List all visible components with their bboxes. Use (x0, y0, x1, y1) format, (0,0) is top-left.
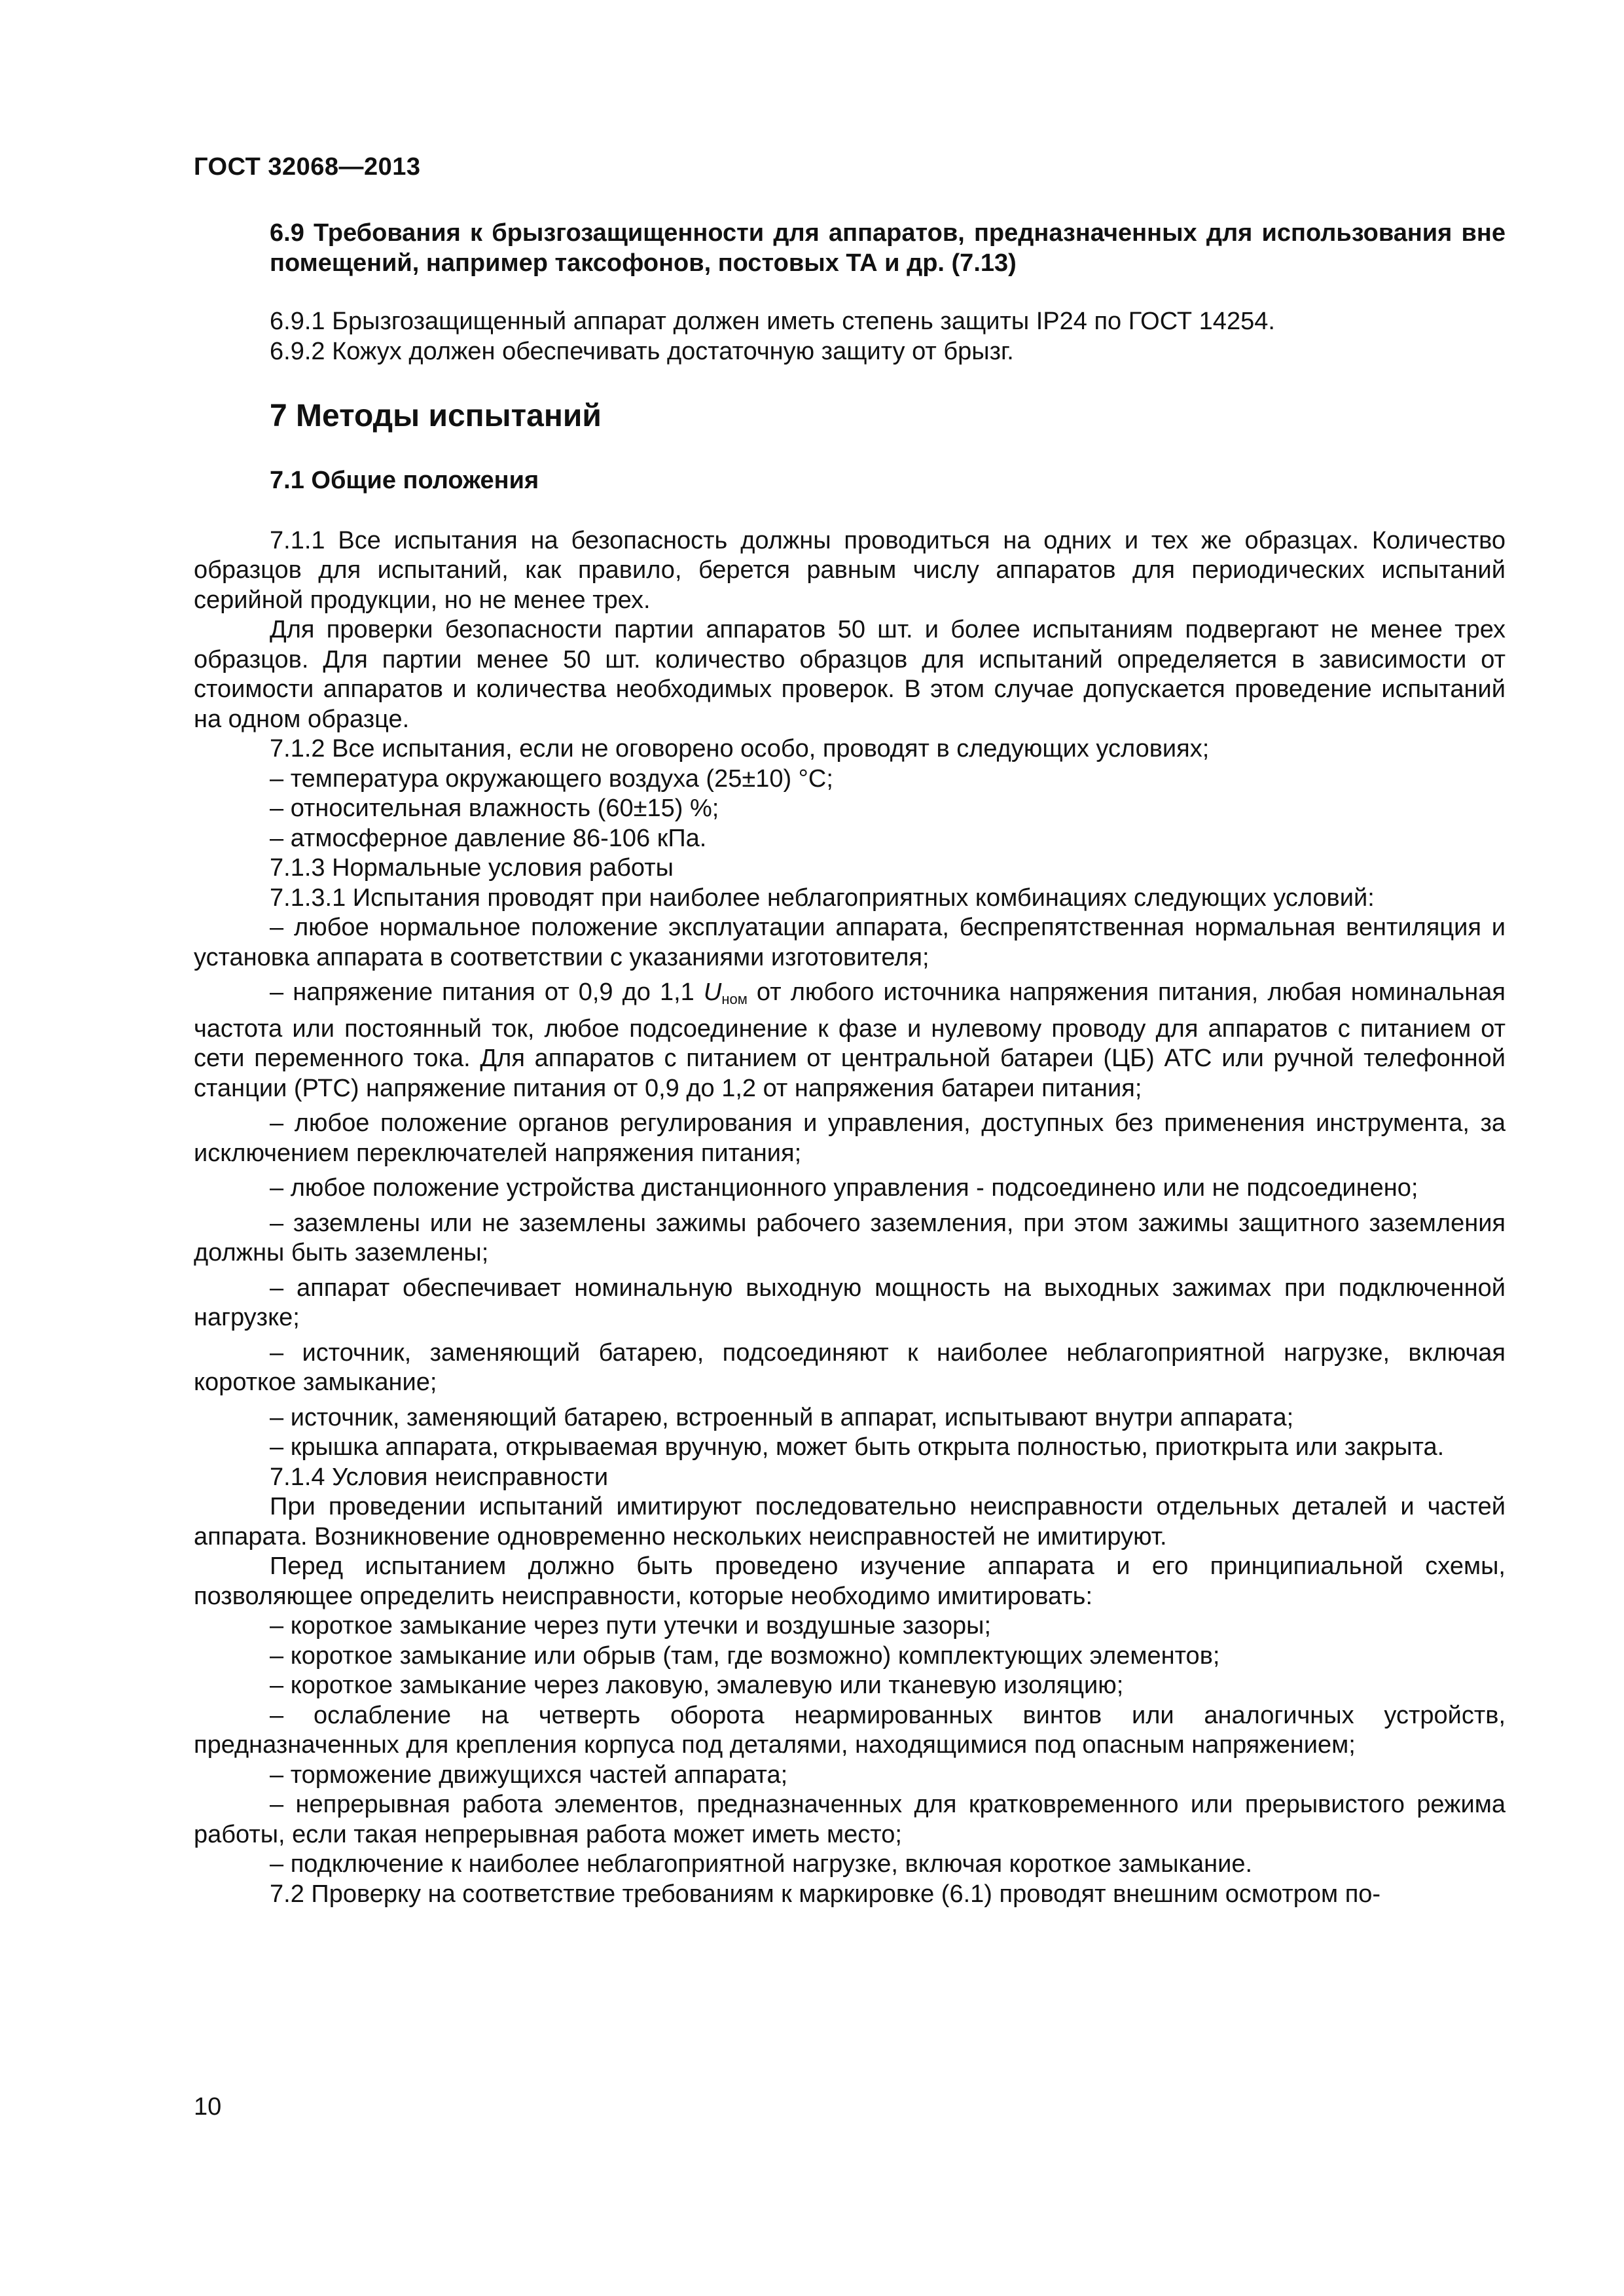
list-item: – любое положение устройства дистанционного управления - подсоединено или не подсоединено; (270, 1174, 1418, 1202)
list-item: – любое положение органов регулирования и управления, доступных без применения инструмента, за исключением переключателей напряжения питания; (194, 1109, 1506, 1167)
list-item: – крышка аппарата, открываемая вручную, может быть открыта полностью, приоткрыта или закрыта. (270, 1433, 1445, 1461)
list-item: – источник, заменяющий батарею, подсоединяют к наиболее неблагоприятной нагрузке, включая короткое замыкание; (194, 1338, 1506, 1396)
list-item: – относительная влажность (60±15) %; (270, 795, 719, 822)
voltage-text-pre: – напряжение питания от 0,9 до 1,1 (270, 978, 704, 1006)
paragraph-6-9-2: 6.9.2 Кожух должен обеспечивать достаточную защиту от брызг. (270, 337, 1014, 365)
paragraph-7-1-4: 7.1.4 Условия неисправности (270, 1463, 609, 1491)
voltage-symbol: U (703, 978, 722, 1006)
section-7-1-heading: 7.1 Общие положения (270, 467, 539, 494)
list-item: – непрерывная работа элементов, предназначенных для кратковременного или прерывистого режима работы, если такая непрерывная работа может иметь место; (194, 1791, 1506, 1848)
paragraph-6-9-1: 6.9.1 Брызгозащищенный аппарат должен иметь степень защиты IP24 по ГОСТ 14254. (270, 308, 1275, 335)
page-number: 10 (194, 2093, 222, 2121)
list-item-voltage (194, 978, 1506, 1103)
voltage-subscript: ном (721, 991, 748, 1007)
document-body (194, 209, 1506, 1909)
list-item: – атмосферное давление 86-106 кПа. (270, 824, 707, 852)
voltage-text-post: от любого источника напряжения питания, любая номинальная частота или постоянный ток, любое подсоединение к фазе и нулевому проводу для аппаратов с питанием от сети переменного тока. Для аппаратов с питанием от центральной батареи (ЦБ) АТС или ручной телефонной станции (РТС) напряжение питания от 0,9 до 1,2 от напряжения батареи питания; (194, 978, 1506, 1102)
list-item: – подключение к наиболее неблагоприятной нагрузке, включая короткое замыкание. (270, 1850, 1253, 1878)
section-7-heading: 7 Методы испытаний (270, 399, 602, 433)
paragraph-7-1-4-a: При проведении испытаний имитируют последовательно неисправности отдельных деталей и частей аппарата. Возникновение одновременно нескольких неисправностей не имитируют. (194, 1493, 1506, 1551)
list-item: – аппарат обеспечивает номинальную выходную мощность на выходных зажимах при подключенной нагрузке; (194, 1274, 1506, 1331)
list-item: – ослабление на четверть оборота неармированных винтов или аналогичных устройств, предназначенных для крепления корпуса под деталями, находящимися под опасным напряжением; (194, 1701, 1506, 1759)
list-item: – короткое замыкание через лаковую, эмалевую или тканевую изоляцию; (270, 1672, 1124, 1699)
paragraph-7-2: 7.2 Проверку на соответствие требованиям к маркировке (6.1) проводят внешним осмотром по- (270, 1880, 1381, 1908)
list-item: – любое нормальное положение эксплуатации аппарата, беспрепятственная нормальная вентиляция и установка аппарата в соответствии с указаниями изготовителя; (194, 914, 1506, 971)
list-item: – температура окружающего воздуха (25±10) °С; (270, 764, 833, 793)
list-item: – короткое замыкание или обрыв (там, где возможно) комплектующих элементов; (270, 1641, 1220, 1670)
list-item: – заземлены или не заземлены зажимы рабочего заземления, при этом зажимы защитного заземления должны быть заземлены; (194, 1209, 1506, 1266)
section-6-9-heading: 6.9 Требования к брызгозащищенности для аппаратов, предназначенных для использования вне помещений, например таксофонов, постовых ТА и др. (7.13) (270, 219, 1506, 277)
paragraph-7-1-3-1: 7.1.3.1 Испытания проводят при наиболее неблагоприятных комбинациях следующих условий: (270, 884, 1375, 912)
list-item: – короткое замыкание через пути утечки и воздушные зазоры; (270, 1612, 991, 1640)
paragraph-7-1-1: 7.1.1 Все испытания на безопасность должны проводиться на одних и тех же образцах. Количество образцов для испытаний, как правило, берется равным числу аппаратов для периодических испытаний серийной продукции, но не менее трех. (194, 526, 1506, 614)
paragraph-7-1-3: 7.1.3 Нормальные условия работы (270, 854, 674, 882)
paragraph-7-1-2: 7.1.2 Все испытания, если не оговорено особо, проводят в следующих условиях; (270, 735, 1210, 762)
list-item: – источник, заменяющий батарею, встроенный в аппарат, испытывают внутри аппарата; (270, 1403, 1294, 1431)
document-header: ГОСТ 32068—2013 (194, 153, 421, 181)
paragraph-7-1-4-b: Перед испытанием должно быть проведено изучение аппарата и его принципиальной схемы, позволяющее определить неисправности, которые необходимо имитировать: (194, 1552, 1506, 1610)
paragraph-7-1-1-b: Для проверки безопасности партии аппаратов 50 шт. и более испытаниям подвергают не менее трех образцов. Для партии менее 50 шт. количество образцов для испытаний определяется в зависимости от стоимости аппаратов и количества необходимых проверок. В этом случае допускается проведение испытаний на одном образце. (194, 616, 1506, 733)
list-item: – торможение движущихся частей аппарата; (270, 1761, 788, 1789)
